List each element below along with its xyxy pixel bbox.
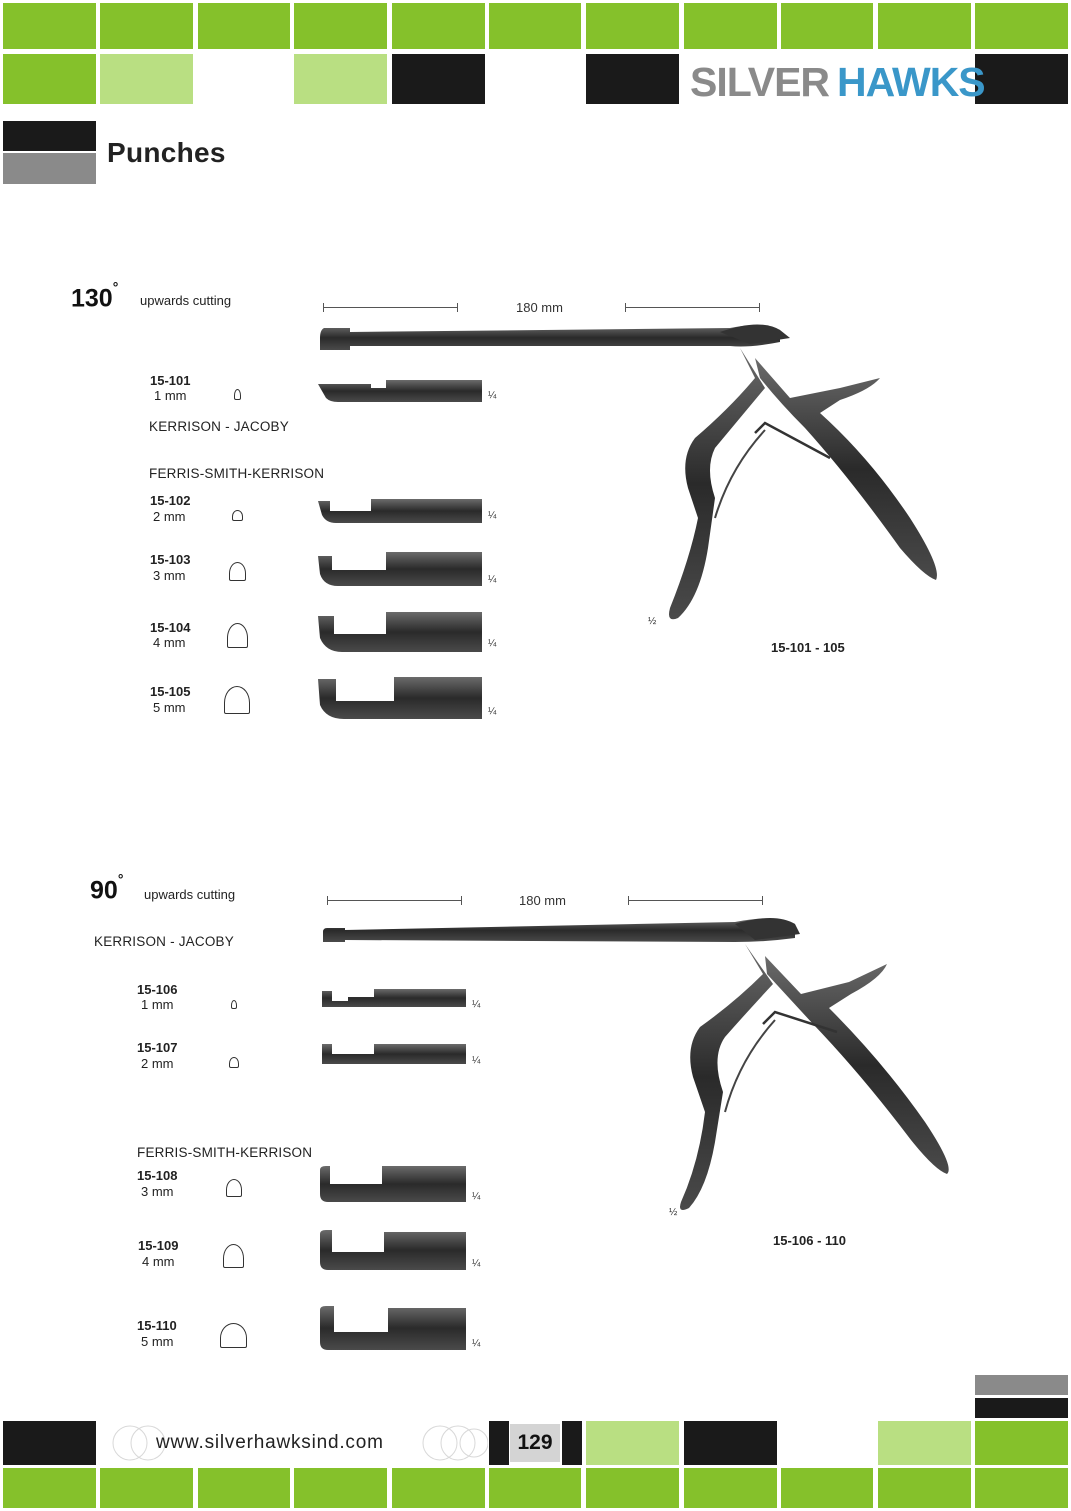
footer-tile <box>781 1468 873 1508</box>
footer-tile <box>489 1421 509 1465</box>
footer-tile <box>294 1468 387 1508</box>
ferris-smith-kerrison-label: FERRIS-SMITH-KERRISON <box>137 1145 313 1160</box>
footer-tile <box>586 1421 679 1465</box>
footer-tile <box>100 1468 193 1508</box>
item-code: 15-110 <box>137 1318 177 1333</box>
header-tile <box>975 3 1068 49</box>
tip-illustration <box>316 675 486 723</box>
tip-profile-icon <box>229 562 246 581</box>
footer-tile <box>975 1421 1068 1465</box>
page-number: 129 <box>510 1424 560 1462</box>
tip-illustration <box>316 495 486 527</box>
tip-fraction: ¼ <box>488 390 497 401</box>
side-tile-dark <box>975 1398 1068 1418</box>
header-tile <box>3 3 96 49</box>
section-130-angle <box>71 279 119 313</box>
tip-fraction: ¼ <box>488 706 497 717</box>
tip-illustration <box>320 985 470 1013</box>
item-size: 4 mm <box>142 1254 175 1269</box>
angle-value: 90 <box>90 876 118 905</box>
footer-tile <box>684 1468 777 1508</box>
header-tile <box>586 54 679 104</box>
item-code: 15-108 <box>137 1168 178 1183</box>
tip-illustration <box>316 550 486 590</box>
footer-tile <box>684 1421 777 1465</box>
item-code: 15-107 <box>137 1040 178 1055</box>
item-size: 2 mm <box>153 509 186 524</box>
range-label: 15-106 - 110 <box>773 1233 847 1248</box>
item-size: 1 mm <box>154 388 187 403</box>
header-tile <box>3 54 96 104</box>
tip-illustration <box>318 1304 470 1354</box>
header-tile <box>586 3 679 49</box>
tip-profile-icon <box>232 510 243 521</box>
tip-profile-icon <box>220 1323 247 1348</box>
tip-profile-icon <box>227 623 248 648</box>
tip-profile-icon <box>223 1244 244 1268</box>
range-label: 15-101 - 105 <box>771 640 845 655</box>
tip-profile-icon <box>229 1057 239 1068</box>
brand-logo-part1: SILVER <box>690 59 830 105</box>
header-tile <box>294 3 387 49</box>
item-size: 1 mm <box>141 997 174 1012</box>
degree-symbol: ° <box>117 871 124 887</box>
side-tile-gray <box>975 1375 1068 1395</box>
dimension-line-left <box>323 307 458 308</box>
footer-tile <box>586 1468 679 1508</box>
footer-tile <box>878 1468 971 1508</box>
section-130-subtitle: upwards cutting <box>140 293 232 308</box>
instrument-130-illustration <box>310 318 960 648</box>
header-tile <box>100 54 193 104</box>
footer-tile <box>489 1468 581 1508</box>
section-90-angle <box>90 871 124 905</box>
item-code: 15-103 <box>150 552 191 567</box>
footer-tile <box>392 1468 485 1508</box>
title-block-gray <box>3 153 96 184</box>
tip-illustration <box>316 376 486 406</box>
item-code: 15-101 <box>150 373 191 388</box>
tip-fraction: ¼ <box>472 1191 481 1202</box>
item-size: 3 mm <box>141 1184 174 1199</box>
header-tile <box>392 3 485 49</box>
section-90-subtitle: upwards cutting <box>144 887 236 902</box>
tip-profile-icon <box>224 686 250 714</box>
tip-fraction: ¼ <box>488 574 497 585</box>
ferris-smith-kerrison-label: FERRIS-SMITH-KERRISON <box>149 466 325 481</box>
footer-tile <box>562 1421 582 1465</box>
brand-logo-part2: HAWKS <box>837 59 985 105</box>
handle-fraction: ½ <box>648 616 657 627</box>
item-code: 15-105 <box>150 684 191 699</box>
footer-website-link[interactable]: www.silverhawksind.com <box>156 1432 384 1453</box>
tip-fraction: ¼ <box>472 1055 481 1066</box>
item-size: 5 mm <box>153 700 186 715</box>
tip-profile-icon <box>234 389 241 400</box>
tip-profile-icon <box>231 1000 237 1009</box>
header-tile <box>392 54 485 104</box>
dimension-line-left <box>327 900 462 901</box>
page-title: Punches <box>107 137 226 168</box>
item-size: 2 mm <box>141 1056 174 1071</box>
tip-illustration <box>316 610 486 656</box>
dimension-line-right <box>625 307 760 308</box>
footer-tile <box>3 1468 96 1508</box>
footer-tile <box>198 1468 290 1508</box>
kerrison-jacoby-label: KERRISON - JACOBY <box>94 934 234 949</box>
header-tile <box>684 3 777 49</box>
header-tile <box>489 3 581 49</box>
kerrison-jacoby-label: KERRISON - JACOBY <box>149 419 289 434</box>
item-code: 15-106 <box>137 982 178 997</box>
degree-symbol: ° <box>112 279 119 295</box>
length-label: 180 mm <box>516 300 563 315</box>
tip-fraction: ¼ <box>488 638 497 649</box>
item-code: 15-104 <box>150 620 191 635</box>
tip-profile-icon <box>226 1179 242 1197</box>
header-tile <box>878 3 971 49</box>
item-code: 15-102 <box>150 493 191 508</box>
handle-fraction: ½ <box>669 1207 678 1218</box>
tip-fraction: ¼ <box>472 999 481 1010</box>
header-tile <box>975 54 1068 104</box>
dimension-line-right <box>628 900 763 901</box>
header-tile <box>781 3 873 49</box>
header-tile <box>198 3 290 49</box>
length-label: 180 mm <box>519 893 566 908</box>
footer-tile <box>3 1421 96 1465</box>
footer-tile <box>975 1468 1068 1508</box>
tip-fraction: ¼ <box>472 1338 481 1349</box>
tip-illustration <box>318 1164 470 1206</box>
item-code: 15-109 <box>138 1238 179 1253</box>
header-tile <box>100 3 193 49</box>
brand-logo <box>690 58 985 106</box>
tip-illustration <box>320 1040 470 1070</box>
title-block-dark <box>3 121 96 151</box>
item-size: 5 mm <box>141 1334 174 1349</box>
footer-tile <box>878 1421 971 1465</box>
tip-fraction: ¼ <box>472 1258 481 1269</box>
angle-value: 130 <box>71 284 113 313</box>
item-size: 4 mm <box>153 635 186 650</box>
item-size: 3 mm <box>153 568 186 583</box>
header-tile <box>294 54 387 104</box>
tip-fraction: ¼ <box>488 510 497 521</box>
tip-illustration <box>318 1228 470 1274</box>
